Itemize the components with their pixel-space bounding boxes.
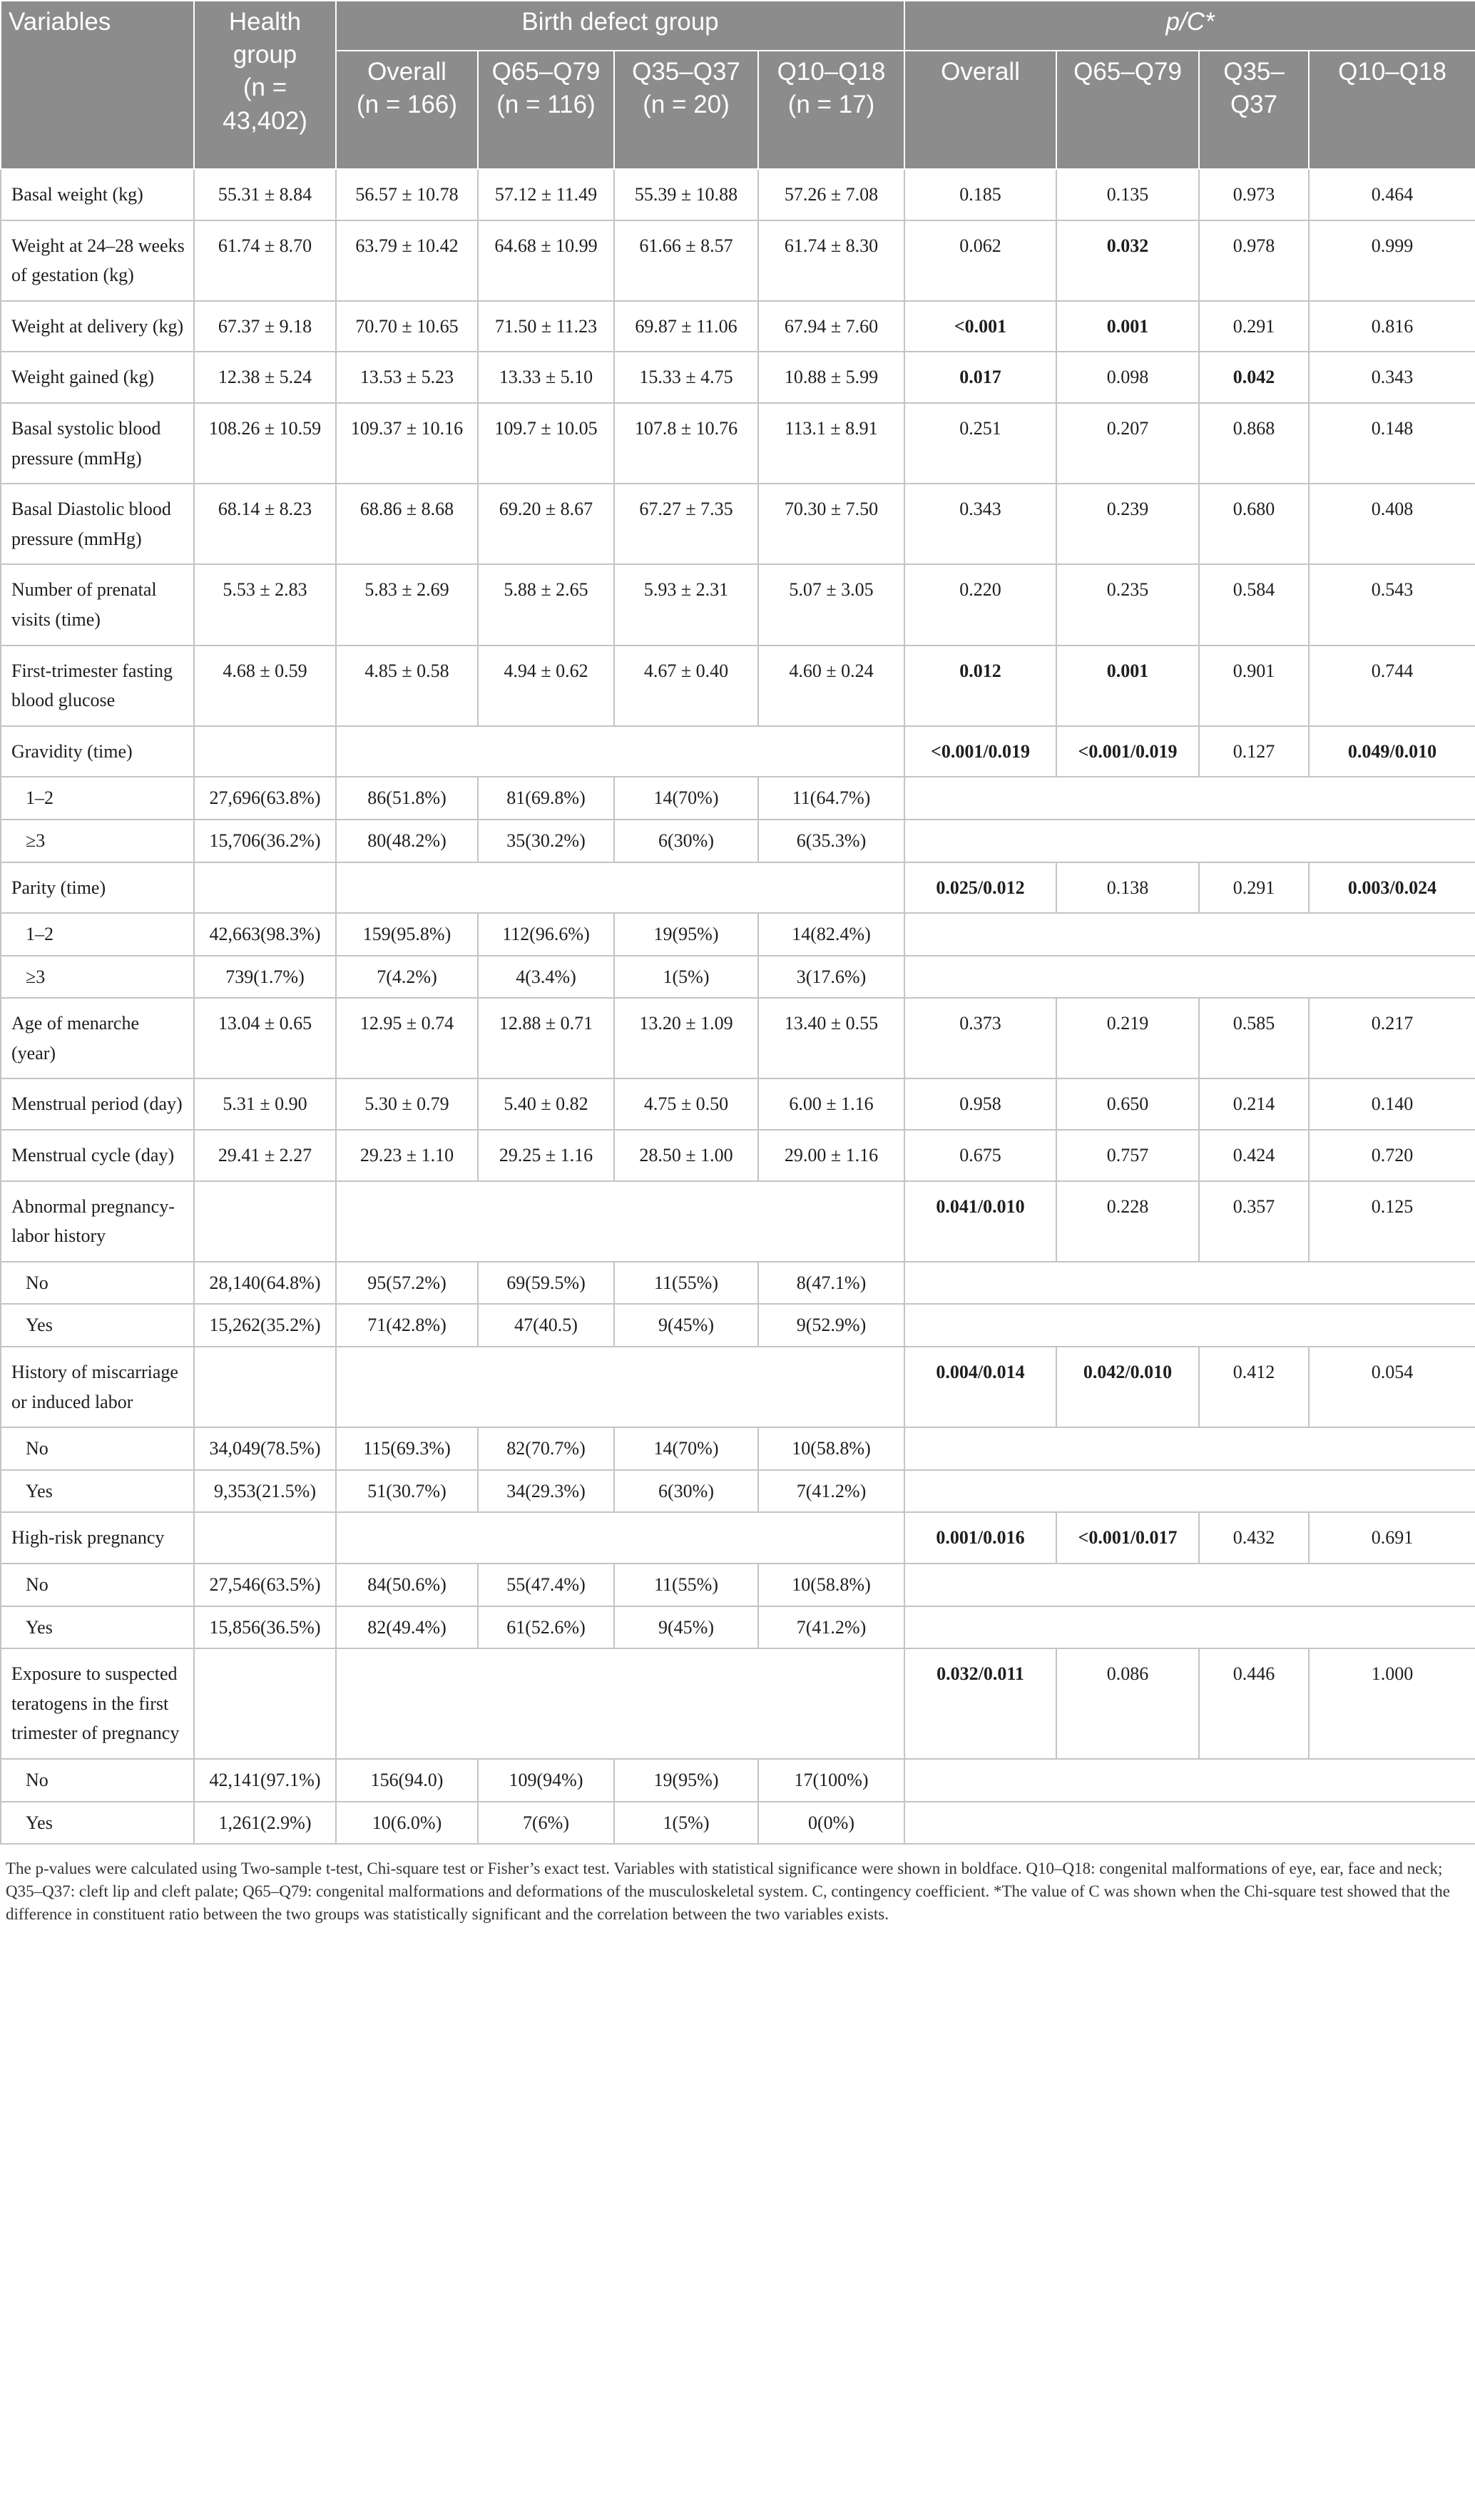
p-value-cell: 0.901 xyxy=(1199,646,1309,726)
p-value-cell: 0.098 xyxy=(1056,352,1199,403)
count-cell: 1(5%) xyxy=(614,956,758,999)
count-cell: 34(29.3%) xyxy=(478,1470,614,1513)
empty-cell xyxy=(904,1759,1475,1802)
count-cell: 11(64.7%) xyxy=(758,777,904,820)
table-subrow xyxy=(1,1262,1475,1305)
count-cell: 10(58.8%) xyxy=(758,1427,904,1470)
empty-cell xyxy=(904,1563,1475,1606)
count-cell: 6(30%) xyxy=(614,1470,758,1513)
row-label: Parity (time) xyxy=(1,862,194,914)
p-value-cell: 0.025/0.012 xyxy=(904,862,1056,914)
p-value-cell: 0.207 xyxy=(1056,403,1199,484)
count-cell: 86(51.8%) xyxy=(336,777,478,820)
row-label: First-trimester fasting blood glucose xyxy=(1,646,194,726)
count-cell: 1(5%) xyxy=(614,1802,758,1845)
value-cell: 69.20 ± 8.67 xyxy=(478,484,614,564)
count-cell: 82(70.7%) xyxy=(478,1427,614,1470)
count-cell: 95(57.2%) xyxy=(336,1262,478,1305)
value-cell: 68.14 ± 8.23 xyxy=(194,484,336,564)
count-cell: 42,663(98.3%) xyxy=(194,913,336,956)
value-cell: 4.85 ± 0.58 xyxy=(336,646,478,726)
value-cell: 63.79 ± 10.42 xyxy=(336,220,478,301)
count-cell: 19(95%) xyxy=(614,913,758,956)
header-overall-n: (n = 166) xyxy=(356,91,458,119)
value-cell: 29.00 ± 1.16 xyxy=(758,1130,904,1181)
count-cell: 112(96.6%) xyxy=(478,913,614,956)
header-q35-n: (n = 20) xyxy=(643,91,730,119)
p-value-cell: 0.004/0.014 xyxy=(904,1347,1056,1427)
count-cell: 9,353(21.5%) xyxy=(194,1470,336,1513)
row-label: Weight at 24–28 weeks of gestation (kg) xyxy=(1,220,194,301)
p-value-cell: 0.464 xyxy=(1309,169,1475,220)
value-cell: 29.23 ± 1.10 xyxy=(336,1130,478,1181)
count-cell: 6(30%) xyxy=(614,820,758,862)
empty-cell xyxy=(194,862,336,914)
value-cell: 5.30 ± 0.79 xyxy=(336,1078,478,1130)
count-cell: 156(94.0) xyxy=(336,1759,478,1802)
p-value-cell: 0.001/0.016 xyxy=(904,1512,1056,1563)
p-value-cell: <0.001/0.019 xyxy=(1056,726,1199,777)
value-cell: 12.95 ± 0.74 xyxy=(336,998,478,1078)
value-cell: 15.33 ± 4.75 xyxy=(614,352,758,403)
count-cell: 0(0%) xyxy=(758,1802,904,1845)
p-value-cell: 0.408 xyxy=(1309,484,1475,564)
p-value-cell: 0.138 xyxy=(1056,862,1199,914)
count-cell: 27,546(63.5%) xyxy=(194,1563,336,1606)
value-cell: 57.26 ± 7.08 xyxy=(758,169,904,220)
p-value-cell: 0.424 xyxy=(1199,1130,1309,1181)
count-cell: 69(59.5%) xyxy=(478,1262,614,1305)
value-cell: 13.04 ± 0.65 xyxy=(194,998,336,1078)
p-value-cell: 0.978 xyxy=(1199,220,1309,301)
header-birth-defect-group: Birth defect group xyxy=(336,1,904,51)
count-cell: 15,856(36.5%) xyxy=(194,1606,336,1649)
row-label: No xyxy=(1,1759,194,1802)
value-cell: 13.20 ± 1.09 xyxy=(614,998,758,1078)
p-value-cell: 0.235 xyxy=(1056,564,1199,645)
table-row xyxy=(1,862,1475,914)
empty-cell xyxy=(904,1606,1475,1649)
count-cell: 7(4.2%) xyxy=(336,956,478,999)
value-cell: 61.74 ± 8.30 xyxy=(758,220,904,301)
header-health-group-n: (n = 43,402) xyxy=(223,73,307,135)
header-overall-label: Overall xyxy=(367,58,446,86)
value-cell: 113.1 ± 8.91 xyxy=(758,403,904,484)
p-value-cell: 0.220 xyxy=(904,564,1056,645)
count-cell: 34,049(78.5%) xyxy=(194,1427,336,1470)
row-label: 1–2 xyxy=(1,913,194,956)
row-label: No xyxy=(1,1427,194,1470)
value-cell: 4.94 ± 0.62 xyxy=(478,646,614,726)
value-cell: 57.12 ± 11.49 xyxy=(478,169,614,220)
p-value-cell: 0.239 xyxy=(1056,484,1199,564)
count-cell: 7(41.2%) xyxy=(758,1470,904,1513)
table-subrow xyxy=(1,1759,1475,1802)
header-q10-label: Q10–Q18 xyxy=(777,58,886,86)
count-cell: 11(55%) xyxy=(614,1563,758,1606)
empty-cell xyxy=(336,1181,904,1262)
table-body xyxy=(1,169,1475,1844)
count-cell: 9(52.9%) xyxy=(758,1304,904,1347)
p-value-cell: 0.251 xyxy=(904,403,1056,484)
empty-cell xyxy=(904,956,1475,999)
p-value-cell: <0.001 xyxy=(904,301,1056,352)
count-cell: 159(95.8%) xyxy=(336,913,478,956)
table-row xyxy=(1,484,1475,564)
count-cell: 7(6%) xyxy=(478,1802,614,1845)
count-cell: 6(35.3%) xyxy=(758,820,904,862)
p-value-cell: 0.032/0.011 xyxy=(904,1648,1056,1759)
header-q10-n: (n = 17) xyxy=(787,91,875,119)
p-value-cell: 0.357 xyxy=(1199,1181,1309,1262)
value-cell: 108.26 ± 10.59 xyxy=(194,403,336,484)
count-cell: 15,706(36.2%) xyxy=(194,820,336,862)
empty-cell xyxy=(904,777,1475,820)
header-p-q10: Q10–Q18 xyxy=(1309,51,1475,169)
header-q35 xyxy=(614,51,758,169)
value-cell: 13.33 ± 5.10 xyxy=(478,352,614,403)
table-subrow xyxy=(1,1802,1475,1845)
row-label: Yes xyxy=(1,1470,194,1513)
table-row xyxy=(1,646,1475,726)
p-value-cell: 0.432 xyxy=(1199,1512,1309,1563)
footnote-text: The p-values were calculated using Two-sample t-test, Chi-square test or Fisher’s exact test. Variables with statistical significance were shown in boldface. Q10–Q18: congenital malformations of eye, ear, face and neck; Q35–Q37: cleft lip and cleft palate; Q65–Q79: congenital malformations and deformations of the musculoskeletal system. C, contingency coefficient. *The value of C was shown when the Chi-square test showed that the difference in constituent ratio between the two groups was statistically significant and the correlation between the two variables exists. xyxy=(6,1860,1450,1923)
value-cell: 69.87 ± 11.06 xyxy=(614,301,758,352)
p-value-cell: 0.412 xyxy=(1199,1347,1309,1427)
row-label: Yes xyxy=(1,1304,194,1347)
row-label: Exposure to suspected teratogens in the first trimester of pregnancy xyxy=(1,1648,194,1759)
value-cell: 5.88 ± 2.65 xyxy=(478,564,614,645)
p-value-cell: 0.042/0.010 xyxy=(1056,1347,1199,1427)
p-value-cell: 1.000 xyxy=(1309,1648,1475,1759)
count-cell: 35(30.2%) xyxy=(478,820,614,862)
header-q65-n: (n = 116) xyxy=(496,91,596,119)
empty-cell xyxy=(904,1427,1475,1470)
table-subrow xyxy=(1,820,1475,862)
p-value-cell: 0.217 xyxy=(1309,998,1475,1078)
table-subrow xyxy=(1,777,1475,820)
row-label: Abnormal pregnancy-labor history xyxy=(1,1181,194,1262)
count-cell: 10(58.8%) xyxy=(758,1563,904,1606)
count-cell: 10(6.0%) xyxy=(336,1802,478,1845)
table-subrow xyxy=(1,1470,1475,1513)
count-cell: 28,140(64.8%) xyxy=(194,1262,336,1305)
empty-cell xyxy=(194,726,336,777)
table-row xyxy=(1,726,1475,777)
value-cell: 56.57 ± 10.78 xyxy=(336,169,478,220)
empty-cell xyxy=(336,862,904,914)
value-cell: 13.53 ± 5.23 xyxy=(336,352,478,403)
value-cell: 4.68 ± 0.59 xyxy=(194,646,336,726)
count-cell: 9(45%) xyxy=(614,1304,758,1347)
empty-cell xyxy=(194,1347,336,1427)
header-health-group-label: Health group xyxy=(228,8,302,69)
p-value-cell: 0.127 xyxy=(1199,726,1309,777)
value-cell: 109.7 ± 10.05 xyxy=(478,403,614,484)
table-header xyxy=(1,1,1475,169)
empty-cell xyxy=(336,1648,904,1759)
row-label: No xyxy=(1,1262,194,1305)
row-label: Age of menarche (year) xyxy=(1,998,194,1078)
p-value-cell: 0.650 xyxy=(1056,1078,1199,1130)
header-q35-label: Q35–Q37 xyxy=(632,58,740,86)
row-label: Weight gained (kg) xyxy=(1,352,194,403)
empty-cell xyxy=(194,1512,336,1563)
value-cell: 10.88 ± 5.99 xyxy=(758,352,904,403)
row-label: ≥3 xyxy=(1,956,194,999)
table-subrow xyxy=(1,956,1475,999)
value-cell: 5.40 ± 0.82 xyxy=(478,1078,614,1130)
table-row xyxy=(1,1078,1475,1130)
p-value-cell: 0.744 xyxy=(1309,646,1475,726)
p-value-cell: 0.003/0.024 xyxy=(1309,862,1475,914)
row-label: Basal weight (kg) xyxy=(1,169,194,220)
p-value-cell: 0.343 xyxy=(1309,352,1475,403)
row-label: Number of prenatal visits (time) xyxy=(1,564,194,645)
value-cell: 55.31 ± 8.84 xyxy=(194,169,336,220)
empty-cell xyxy=(336,726,904,777)
empty-cell xyxy=(904,1470,1475,1513)
count-cell: 109(94%) xyxy=(478,1759,614,1802)
count-cell: 61(52.6%) xyxy=(478,1606,614,1649)
value-cell: 5.31 ± 0.90 xyxy=(194,1078,336,1130)
row-label: Basal Diastolic blood pressure (mmHg) xyxy=(1,484,194,564)
value-cell: 5.83 ± 2.69 xyxy=(336,564,478,645)
table-subrow xyxy=(1,913,1475,956)
p-value-cell: 0.584 xyxy=(1199,564,1309,645)
row-label: History of miscarriage or induced labor xyxy=(1,1347,194,1427)
p-value-cell: 0.720 xyxy=(1309,1130,1475,1181)
count-cell: 7(41.2%) xyxy=(758,1606,904,1649)
row-label: ≥3 xyxy=(1,820,194,862)
value-cell: 67.27 ± 7.35 xyxy=(614,484,758,564)
count-cell: 115(69.3%) xyxy=(336,1427,478,1470)
p-value-cell: 0.680 xyxy=(1199,484,1309,564)
value-cell: 5.53 ± 2.83 xyxy=(194,564,336,645)
count-cell: 81(69.8%) xyxy=(478,777,614,820)
p-value-cell: 0.343 xyxy=(904,484,1056,564)
row-label: Yes xyxy=(1,1802,194,1845)
empty-cell xyxy=(904,913,1475,956)
row-label: Weight at delivery (kg) xyxy=(1,301,194,352)
value-cell: 61.66 ± 8.57 xyxy=(614,220,758,301)
row-label: High-risk pregnancy xyxy=(1,1512,194,1563)
empty-cell xyxy=(336,1347,904,1427)
p-value-cell: 0.049/0.010 xyxy=(1309,726,1475,777)
table-subrow xyxy=(1,1563,1475,1606)
count-cell: 82(49.4%) xyxy=(336,1606,478,1649)
p-value-cell: 0.973 xyxy=(1199,169,1309,220)
p-value-cell: 0.543 xyxy=(1309,564,1475,645)
count-cell: 9(45%) xyxy=(614,1606,758,1649)
count-cell: 1,261(2.9%) xyxy=(194,1802,336,1845)
header-overall xyxy=(336,51,478,169)
p-value-cell: 0.691 xyxy=(1309,1512,1475,1563)
count-cell: 19(95%) xyxy=(614,1759,758,1802)
count-cell: 27,696(63.8%) xyxy=(194,777,336,820)
table-subrow xyxy=(1,1427,1475,1470)
row-label: Gravidity (time) xyxy=(1,726,194,777)
value-cell: 64.68 ± 10.99 xyxy=(478,220,614,301)
p-value-cell: 0.999 xyxy=(1309,220,1475,301)
table-row xyxy=(1,301,1475,352)
value-cell: 55.39 ± 10.88 xyxy=(614,169,758,220)
p-value-cell: 0.012 xyxy=(904,646,1056,726)
count-cell: 15,262(35.2%) xyxy=(194,1304,336,1347)
row-label: Menstrual period (day) xyxy=(1,1078,194,1130)
value-cell: 109.37 ± 10.16 xyxy=(336,403,478,484)
header-q10 xyxy=(758,51,904,169)
empty-cell xyxy=(904,820,1475,862)
value-cell: 5.93 ± 2.31 xyxy=(614,564,758,645)
table-row xyxy=(1,1648,1475,1759)
header-p-c: p/C* xyxy=(904,1,1475,51)
value-cell: 12.38 ± 5.24 xyxy=(194,352,336,403)
row-label: Basal systolic blood pressure (mmHg) xyxy=(1,403,194,484)
p-value-cell: 0.228 xyxy=(1056,1181,1199,1262)
value-cell: 28.50 ± 1.00 xyxy=(614,1130,758,1181)
p-value-cell: 0.041/0.010 xyxy=(904,1181,1056,1262)
p-value-cell: 0.135 xyxy=(1056,169,1199,220)
value-cell: 4.67 ± 0.40 xyxy=(614,646,758,726)
count-cell: 80(48.2%) xyxy=(336,820,478,862)
p-value-cell: 0.001 xyxy=(1056,301,1199,352)
p-value-cell: 0.042 xyxy=(1199,352,1309,403)
row-label: Yes xyxy=(1,1606,194,1649)
count-cell: 55(47.4%) xyxy=(478,1563,614,1606)
table-row xyxy=(1,998,1475,1078)
p-value-cell: 0.868 xyxy=(1199,403,1309,484)
p-value-cell: <0.001/0.017 xyxy=(1056,1512,1199,1563)
value-cell: 70.70 ± 10.65 xyxy=(336,301,478,352)
value-cell: 107.8 ± 10.76 xyxy=(614,403,758,484)
table-row xyxy=(1,564,1475,645)
table-footnote xyxy=(0,1845,1475,1925)
p-value-cell: 0.214 xyxy=(1199,1078,1309,1130)
p-value-cell: 0.373 xyxy=(904,998,1056,1078)
value-cell: 4.75 ± 0.50 xyxy=(614,1078,758,1130)
count-cell: 17(100%) xyxy=(758,1759,904,1802)
header-p-overall: Overall xyxy=(904,51,1056,169)
count-cell: 739(1.7%) xyxy=(194,956,336,999)
value-cell: 67.37 ± 9.18 xyxy=(194,301,336,352)
header-q65 xyxy=(478,51,614,169)
empty-cell xyxy=(904,1304,1475,1347)
count-cell: 14(70%) xyxy=(614,1427,758,1470)
p-value-cell: 0.001 xyxy=(1056,646,1199,726)
table-row xyxy=(1,352,1475,403)
header-variables: Variables xyxy=(1,1,194,169)
value-cell: 12.88 ± 0.71 xyxy=(478,998,614,1078)
p-value-cell: 0.086 xyxy=(1056,1648,1199,1759)
count-cell: 42,141(97.1%) xyxy=(194,1759,336,1802)
empty-cell xyxy=(904,1262,1475,1305)
value-cell: 68.86 ± 8.68 xyxy=(336,484,478,564)
header-p-q65: Q65–Q79 xyxy=(1056,51,1199,169)
p-value-cell: <0.001/0.019 xyxy=(904,726,1056,777)
count-cell: 4(3.4%) xyxy=(478,956,614,999)
count-cell: 47(40.5) xyxy=(478,1304,614,1347)
count-cell: 11(55%) xyxy=(614,1262,758,1305)
value-cell: 13.40 ± 0.55 xyxy=(758,998,904,1078)
value-cell: 67.94 ± 7.60 xyxy=(758,301,904,352)
table-row xyxy=(1,1181,1475,1262)
p-value-cell: 0.958 xyxy=(904,1078,1056,1130)
p-value-cell: 0.585 xyxy=(1199,998,1309,1078)
value-cell: 29.41 ± 2.27 xyxy=(194,1130,336,1181)
empty-cell xyxy=(904,1802,1475,1845)
value-cell: 5.07 ± 3.05 xyxy=(758,564,904,645)
table-row xyxy=(1,1512,1475,1563)
p-value-cell: 0.757 xyxy=(1056,1130,1199,1181)
row-label: 1–2 xyxy=(1,777,194,820)
count-cell: 51(30.7%) xyxy=(336,1470,478,1513)
p-value-cell: 0.185 xyxy=(904,169,1056,220)
count-cell: 14(82.4%) xyxy=(758,913,904,956)
value-cell: 29.25 ± 1.16 xyxy=(478,1130,614,1181)
p-value-cell: 0.017 xyxy=(904,352,1056,403)
count-cell: 3(17.6%) xyxy=(758,956,904,999)
empty-cell xyxy=(336,1512,904,1563)
count-cell: 14(70%) xyxy=(614,777,758,820)
count-cell: 8(47.1%) xyxy=(758,1262,904,1305)
p-value-cell: 0.032 xyxy=(1056,220,1199,301)
table-row xyxy=(1,169,1475,220)
empty-cell xyxy=(194,1648,336,1759)
table-row xyxy=(1,1130,1475,1181)
value-cell: 70.30 ± 7.50 xyxy=(758,484,904,564)
count-cell: 84(50.6%) xyxy=(336,1563,478,1606)
value-cell: 61.74 ± 8.70 xyxy=(194,220,336,301)
count-cell: 71(42.8%) xyxy=(336,1304,478,1347)
header-health-group xyxy=(194,1,336,169)
table-row xyxy=(1,403,1475,484)
row-label: Menstrual cycle (day) xyxy=(1,1130,194,1181)
p-value-cell: 0.446 xyxy=(1199,1648,1309,1759)
p-value-cell: 0.291 xyxy=(1199,301,1309,352)
table-subrow xyxy=(1,1606,1475,1649)
table-row xyxy=(1,220,1475,301)
value-cell: 4.60 ± 0.24 xyxy=(758,646,904,726)
table-row xyxy=(1,1347,1475,1427)
row-label: No xyxy=(1,1563,194,1606)
empty-cell xyxy=(194,1181,336,1262)
p-value-cell: 0.140 xyxy=(1309,1078,1475,1130)
table-subrow xyxy=(1,1304,1475,1347)
p-value-cell: 0.291 xyxy=(1199,862,1309,914)
p-value-cell: 0.219 xyxy=(1056,998,1199,1078)
p-value-cell: 0.816 xyxy=(1309,301,1475,352)
p-value-cell: 0.062 xyxy=(904,220,1056,301)
header-p-q35: Q35–Q37 xyxy=(1199,51,1309,169)
p-value-cell: 0.148 xyxy=(1309,403,1475,484)
header-q65-label: Q65–Q79 xyxy=(491,58,601,86)
value-cell: 6.00 ± 1.16 xyxy=(758,1078,904,1130)
p-value-cell: 0.675 xyxy=(904,1130,1056,1181)
value-cell: 71.50 ± 11.23 xyxy=(478,301,614,352)
p-value-cell: 0.054 xyxy=(1309,1347,1475,1427)
p-value-cell: 0.125 xyxy=(1309,1181,1475,1262)
